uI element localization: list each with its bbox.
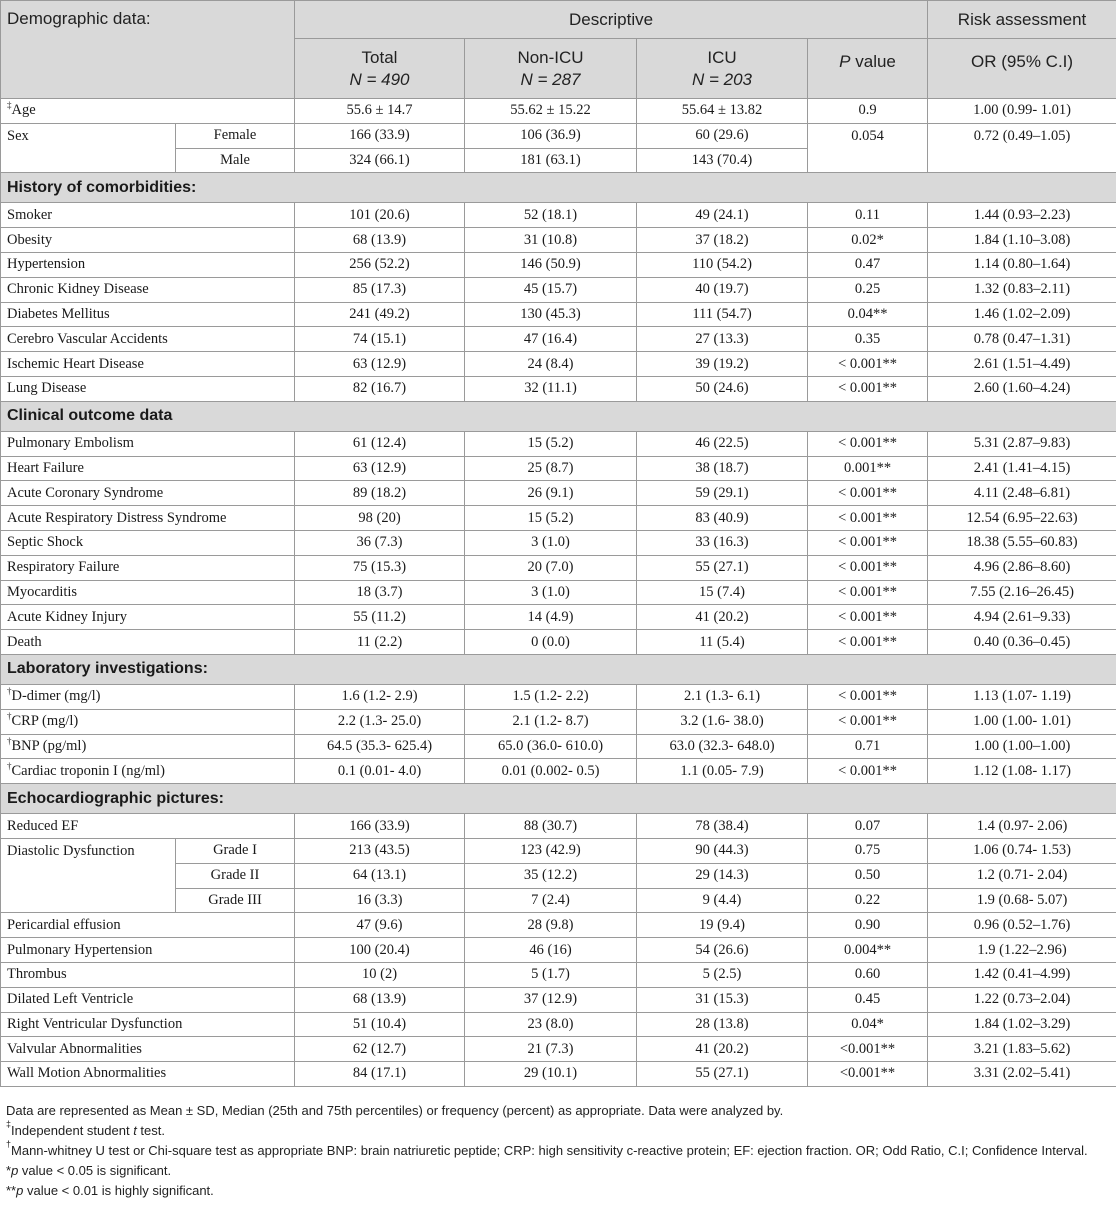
cell-p: 0.60 (808, 962, 928, 987)
cell-total: 98 (20) (295, 506, 465, 531)
cell-or: 1.84 (1.02–3.29) (928, 1012, 1116, 1037)
cell-icu: 110 (54.2) (637, 252, 808, 277)
cell-p: < 0.001** (808, 684, 928, 709)
table-row (1, 376, 1116, 401)
cell-or: 0.40 (0.36–0.45) (928, 630, 1116, 655)
cell-or: 3.31 (2.02–5.41) (928, 1062, 1116, 1087)
cell-total: 256 (52.2) (295, 252, 465, 277)
cell-nonicu: 2.1 (1.2- 8.7) (465, 709, 637, 734)
cell-nonicu: 3 (1.0) (465, 530, 637, 555)
cell-total: 101 (20.6) (295, 203, 465, 228)
cell-p: 0.004** (808, 938, 928, 963)
row-label: Right Ventricular Dysfunction (1, 1012, 295, 1037)
cell-nonicu: 0 (0.0) (465, 630, 637, 655)
cell-or: 1.13 (1.07- 1.19) (928, 684, 1116, 709)
cell-total: 36 (7.3) (295, 530, 465, 555)
row-label: Pericardial effusion (1, 913, 295, 938)
cell-nonicu: 14 (4.9) (465, 605, 637, 630)
row-sublabel: Female (176, 123, 295, 148)
cell-icu: 54 (26.6) (637, 938, 808, 963)
footnotes (6, 1101, 1110, 1201)
footnote-5: **p value < 0.01 is highly significant. (6, 1183, 214, 1198)
footnote-2: ‡Independent student t test. (6, 1119, 165, 1138)
table-row (1, 814, 1116, 839)
cell-nonicu: 47 (16.4) (465, 327, 637, 352)
table-row-diastolic (1, 838, 1116, 863)
cell-nonicu: 37 (12.9) (465, 987, 637, 1012)
table-row (1, 1037, 1116, 1062)
cell-p: 0.22 (808, 888, 928, 913)
row-label: Acute Kidney Injury (1, 605, 295, 630)
table-row (1, 456, 1116, 481)
row-label: Respiratory Failure (1, 555, 295, 580)
cell-total: 74 (15.1) (295, 327, 465, 352)
cell-icu: 38 (18.7) (637, 456, 808, 481)
cell-p: < 0.001** (808, 580, 928, 605)
cell-or: 1.9 (0.68- 5.07) (928, 888, 1116, 913)
cell-p: <0.001** (808, 1037, 928, 1062)
cell-nonicu: 7 (2.4) (465, 888, 637, 913)
cell-p: 0.35 (808, 327, 928, 352)
table-row (1, 709, 1116, 734)
table-row (1, 327, 1116, 352)
cell-nonicu: 25 (8.7) (465, 456, 637, 481)
table-row (1, 530, 1116, 555)
row-sublabel: Grade II (176, 863, 295, 888)
cell-icu: 9 (4.4) (637, 888, 808, 913)
cell-nonicu: 55.62 ± 15.22 (465, 99, 637, 124)
cell-nonicu: 181 (63.1) (465, 148, 637, 173)
cell-or: 1.12 (1.08- 1.17) (928, 759, 1116, 784)
cell-or: 1.00 (1.00–1.00) (928, 734, 1116, 759)
section-title: History of comorbidities: (1, 173, 1116, 203)
cell-nonicu: 106 (36.9) (465, 123, 637, 148)
cell-total: 84 (17.1) (295, 1062, 465, 1087)
cell-total: 85 (17.3) (295, 277, 465, 302)
row-label: Pulmonary Embolism (1, 431, 295, 456)
section-header (1, 784, 1116, 814)
cell-p: 0.90 (808, 913, 928, 938)
cell-or: 1.32 (0.83–2.11) (928, 277, 1116, 302)
cell-nonicu: 15 (5.2) (465, 506, 637, 531)
cell-or: 0.72 (0.49–1.05) (928, 123, 1116, 173)
cell-or: 1.22 (0.73–2.04) (928, 987, 1116, 1012)
cell-p: <0.001** (808, 1062, 928, 1087)
table-row (1, 481, 1116, 506)
cell-or: 1.46 (1.02–2.09) (928, 302, 1116, 327)
row-label: Dilated Left Ventricle (1, 987, 295, 1012)
cell-total: 2.2 (1.3- 25.0) (295, 709, 465, 734)
row-label: Smoker (1, 203, 295, 228)
table-row (1, 938, 1116, 963)
cell-p: 0.07 (808, 814, 928, 839)
cell-p: < 0.001** (808, 605, 928, 630)
cell-total: 68 (13.9) (295, 228, 465, 253)
cell-or: 5.31 (2.87–9.83) (928, 431, 1116, 456)
cell-total: 75 (15.3) (295, 555, 465, 580)
cell-icu: 49 (24.1) (637, 203, 808, 228)
cell-p: 0.001** (808, 456, 928, 481)
table-row (1, 630, 1116, 655)
cell-icu: 31 (15.3) (637, 987, 808, 1012)
cell-nonicu: 28 (9.8) (465, 913, 637, 938)
table-row (1, 759, 1116, 784)
cell-nonicu: 32 (11.1) (465, 376, 637, 401)
table-row (1, 506, 1116, 531)
footnote-4: *p value < 0.05 is significant. (6, 1163, 172, 1178)
cell-nonicu: 0.01 (0.002- 0.5) (465, 759, 637, 784)
cell-p: 0.71 (808, 734, 928, 759)
row-label: †CRP (mg/l) (1, 709, 295, 734)
row-label: †D-dimer (mg/l) (1, 684, 295, 709)
row-sublabel: Grade III (176, 888, 295, 913)
cell-total: 62 (12.7) (295, 1037, 465, 1062)
row-label: Lung Disease (1, 376, 295, 401)
row-label: Reduced EF (1, 814, 295, 839)
header-icu: ICU N = 203 (637, 39, 808, 99)
cell-or: 3.21 (1.83–5.62) (928, 1037, 1116, 1062)
cell-nonicu: 21 (7.3) (465, 1037, 637, 1062)
footnote-3: †Mann-whitney U test or Chi-square test as appropriate BNP: brain natriuretic peptide; CRP: high sensitivity c-reactive protein; EF: ejection fraction. OR; Odd Ratio, C.I; Confidence Interval. (6, 1139, 1088, 1158)
row-label: Heart Failure (1, 456, 295, 481)
cell-total: 64 (13.1) (295, 863, 465, 888)
row-sublabel: Grade I (176, 838, 295, 863)
section-header (1, 654, 1116, 684)
header-row-1 (1, 1, 1116, 39)
cell-or: 1.00 (1.00- 1.01) (928, 709, 1116, 734)
cell-icu: 41 (20.2) (637, 1037, 808, 1062)
cell-icu: 27 (13.3) (637, 327, 808, 352)
cell-icu: 37 (18.2) (637, 228, 808, 253)
cell-total: 61 (12.4) (295, 431, 465, 456)
cell-or: 1.2 (0.71- 2.04) (928, 863, 1116, 888)
cell-or: 2.60 (1.60–4.24) (928, 376, 1116, 401)
cell-or: 1.9 (1.22–2.96) (928, 938, 1116, 963)
cell-total: 68 (13.9) (295, 987, 465, 1012)
cell-or: 4.94 (2.61–9.33) (928, 605, 1116, 630)
table-row (1, 987, 1116, 1012)
cell-icu: 29 (14.3) (637, 863, 808, 888)
cell-nonicu: 23 (8.0) (465, 1012, 637, 1037)
cell-p: 0.11 (808, 203, 928, 228)
cell-p: < 0.001** (808, 530, 928, 555)
header-or: OR (95% C.I) (928, 39, 1116, 99)
table-row (1, 605, 1116, 630)
cell-or: 1.84 (1.10–3.08) (928, 228, 1116, 253)
cell-nonicu: 45 (15.7) (465, 277, 637, 302)
cell-nonicu: 5 (1.7) (465, 962, 637, 987)
cell-icu: 83 (40.9) (637, 506, 808, 531)
cell-icu: 33 (16.3) (637, 530, 808, 555)
row-label: Cerebro Vascular Accidents (1, 327, 295, 352)
cell-nonicu: 20 (7.0) (465, 555, 637, 580)
row-label: †Cardiac troponin I (ng/ml) (1, 759, 295, 784)
cell-icu: 90 (44.3) (637, 838, 808, 863)
cell-or: 7.55 (2.16–26.45) (928, 580, 1116, 605)
cell-total: 11 (2.2) (295, 630, 465, 655)
header-demographic: Demographic data: (1, 1, 295, 99)
cell-p: 0.50 (808, 863, 928, 888)
table-row (1, 1012, 1116, 1037)
cell-icu: 143 (70.4) (637, 148, 808, 173)
cell-total: 64.5 (35.3- 625.4) (295, 734, 465, 759)
cell-total: 89 (18.2) (295, 481, 465, 506)
cell-total: 16 (3.3) (295, 888, 465, 913)
cell-nonicu: 88 (30.7) (465, 814, 637, 839)
cell-icu: 2.1 (1.3- 6.1) (637, 684, 808, 709)
cell-or: 2.41 (1.41–4.15) (928, 456, 1116, 481)
row-label: Death (1, 630, 295, 655)
cell-p: 0.47 (808, 252, 928, 277)
cell-total: 100 (20.4) (295, 938, 465, 963)
cell-p: < 0.001** (808, 376, 928, 401)
cell-nonicu: 15 (5.2) (465, 431, 637, 456)
cell-p: < 0.001** (808, 506, 928, 531)
cell-nonicu: 123 (42.9) (465, 838, 637, 863)
cell-nonicu: 26 (9.1) (465, 481, 637, 506)
cell-icu: 40 (19.7) (637, 277, 808, 302)
row-label: Ischemic Heart Disease (1, 352, 295, 377)
table-row-age (1, 99, 1116, 124)
header-risk: Risk assessment (928, 1, 1116, 39)
cell-total: 18 (3.7) (295, 580, 465, 605)
cell-p: 0.45 (808, 987, 928, 1012)
table-row (1, 962, 1116, 987)
cell-icu: 15 (7.4) (637, 580, 808, 605)
row-sublabel: Male (176, 148, 295, 173)
row-label: Sex (1, 123, 176, 173)
row-label: Myocarditis (1, 580, 295, 605)
header-total: Total N = 490 (295, 39, 465, 99)
row-label: Acute Respiratory Distress Syndrome (1, 506, 295, 531)
row-label: Pulmonary Hypertension (1, 938, 295, 963)
table-row (1, 431, 1116, 456)
cell-icu: 41 (20.2) (637, 605, 808, 630)
row-label: Obesity (1, 228, 295, 253)
section-header (1, 173, 1116, 203)
cell-p: < 0.001** (808, 431, 928, 456)
cell-or: 12.54 (6.95–22.63) (928, 506, 1116, 531)
cell-icu: 5 (2.5) (637, 962, 808, 987)
cell-p: < 0.001** (808, 759, 928, 784)
table-row (1, 1062, 1116, 1087)
table-row (1, 252, 1116, 277)
section-header (1, 401, 1116, 431)
cell-nonicu: 35 (12.2) (465, 863, 637, 888)
cell-or: 1.00 (0.99- 1.01) (928, 99, 1116, 124)
cell-total: 47 (9.6) (295, 913, 465, 938)
cell-icu: 111 (54.7) (637, 302, 808, 327)
row-label: Thrombus (1, 962, 295, 987)
cell-nonicu: 1.5 (1.2- 2.2) (465, 684, 637, 709)
row-label: †BNP (pg/ml) (1, 734, 295, 759)
row-label: Diabetes Mellitus (1, 302, 295, 327)
cell-total: 55 (11.2) (295, 605, 465, 630)
cell-icu: 78 (38.4) (637, 814, 808, 839)
cell-icu: 46 (22.5) (637, 431, 808, 456)
cell-icu: 55 (27.1) (637, 555, 808, 580)
cell-total: 241 (49.2) (295, 302, 465, 327)
cell-total: 1.6 (1.2- 2.9) (295, 684, 465, 709)
cell-total: 63 (12.9) (295, 456, 465, 481)
cell-total: 166 (33.9) (295, 123, 465, 148)
table-row-sex-female (1, 123, 1116, 148)
cell-icu: 55 (27.1) (637, 1062, 808, 1087)
cell-icu: 19 (9.4) (637, 913, 808, 938)
table-row (1, 302, 1116, 327)
table-row (1, 555, 1116, 580)
cell-p: 0.04** (808, 302, 928, 327)
cell-total: 82 (16.7) (295, 376, 465, 401)
cell-or: 2.61 (1.51–4.49) (928, 352, 1116, 377)
row-label: Diastolic Dysfunction (1, 838, 176, 912)
table-row (1, 277, 1116, 302)
cell-icu: 59 (29.1) (637, 481, 808, 506)
section-title: Clinical outcome data (1, 401, 1116, 431)
cell-or: 1.4 (0.97- 2.06) (928, 814, 1116, 839)
cell-icu: 63.0 (32.3- 648.0) (637, 734, 808, 759)
cell-p: < 0.001** (808, 630, 928, 655)
cell-p: 0.04* (808, 1012, 928, 1037)
cell-nonicu: 31 (10.8) (465, 228, 637, 253)
row-label: Septic Shock (1, 530, 295, 555)
cell-or: 1.14 (0.80–1.64) (928, 252, 1116, 277)
table-row (1, 352, 1116, 377)
cell-icu: 11 (5.4) (637, 630, 808, 655)
cell-icu: 28 (13.8) (637, 1012, 808, 1037)
cell-nonicu: 29 (10.1) (465, 1062, 637, 1087)
cell-or: 1.06 (0.74- 1.53) (928, 838, 1116, 863)
header-pvalue: P value (808, 39, 928, 99)
table-row (1, 684, 1116, 709)
cell-or: 18.38 (5.55–60.83) (928, 530, 1116, 555)
cell-total: 324 (66.1) (295, 148, 465, 173)
cell-icu: 55.64 ± 13.82 (637, 99, 808, 124)
cell-p: 0.25 (808, 277, 928, 302)
cell-p: 0.054 (808, 123, 928, 173)
cell-total: 166 (33.9) (295, 814, 465, 839)
row-label: Acute Coronary Syndrome (1, 481, 295, 506)
cell-p: 0.9 (808, 99, 928, 124)
table-row (1, 913, 1116, 938)
cell-total: 51 (10.4) (295, 1012, 465, 1037)
cell-or: 1.44 (0.93–2.23) (928, 203, 1116, 228)
cell-p: < 0.001** (808, 352, 928, 377)
cell-p: 0.75 (808, 838, 928, 863)
cell-total: 10 (2) (295, 962, 465, 987)
cell-total: 0.1 (0.01- 4.0) (295, 759, 465, 784)
cell-p: < 0.001** (808, 555, 928, 580)
cell-nonicu: 65.0 (36.0- 610.0) (465, 734, 637, 759)
cell-nonicu: 24 (8.4) (465, 352, 637, 377)
row-label: Wall Motion Abnormalities (1, 1062, 295, 1087)
cell-p: < 0.001** (808, 709, 928, 734)
row-label: ‡Age (1, 99, 295, 124)
cell-or: 0.96 (0.52–1.76) (928, 913, 1116, 938)
cell-total: 63 (12.9) (295, 352, 465, 377)
cell-icu: 39 (19.2) (637, 352, 808, 377)
row-label: Chronic Kidney Disease (1, 277, 295, 302)
header-nonicu: Non-ICU N = 287 (465, 39, 637, 99)
cell-total: 213 (43.5) (295, 838, 465, 863)
cell-nonicu: 46 (16) (465, 938, 637, 963)
cell-icu: 50 (24.6) (637, 376, 808, 401)
table-row (1, 734, 1116, 759)
cell-nonicu: 130 (45.3) (465, 302, 637, 327)
section-title: Laboratory investigations: (1, 654, 1116, 684)
cell-nonicu: 52 (18.1) (465, 203, 637, 228)
cell-or: 4.11 (2.48–6.81) (928, 481, 1116, 506)
footnote-1: Data are represented as Mean ± SD, Median (25th and 75th percentiles) or frequency (percent) as appropriate. Data were analyzed by. (6, 1103, 784, 1118)
table-row (1, 228, 1116, 253)
cell-icu: 3.2 (1.6- 38.0) (637, 709, 808, 734)
section-title: Echocardiographic pictures: (1, 784, 1116, 814)
cell-p: < 0.001** (808, 481, 928, 506)
table-row (1, 580, 1116, 605)
cell-total: 55.6 ± 14.7 (295, 99, 465, 124)
cell-p: 0.02* (808, 228, 928, 253)
row-label: Hypertension (1, 252, 295, 277)
cell-or: 0.78 (0.47–1.31) (928, 327, 1116, 352)
cell-or: 1.42 (0.41–4.99) (928, 962, 1116, 987)
table-row (1, 203, 1116, 228)
cell-nonicu: 146 (50.9) (465, 252, 637, 277)
header-descriptive: Descriptive (295, 1, 928, 39)
cell-icu: 1.1 (0.05- 7.9) (637, 759, 808, 784)
cell-nonicu: 3 (1.0) (465, 580, 637, 605)
cell-icu: 60 (29.6) (637, 123, 808, 148)
row-label: Valvular Abnormalities (1, 1037, 295, 1062)
cell-or: 4.96 (2.86–8.60) (928, 555, 1116, 580)
